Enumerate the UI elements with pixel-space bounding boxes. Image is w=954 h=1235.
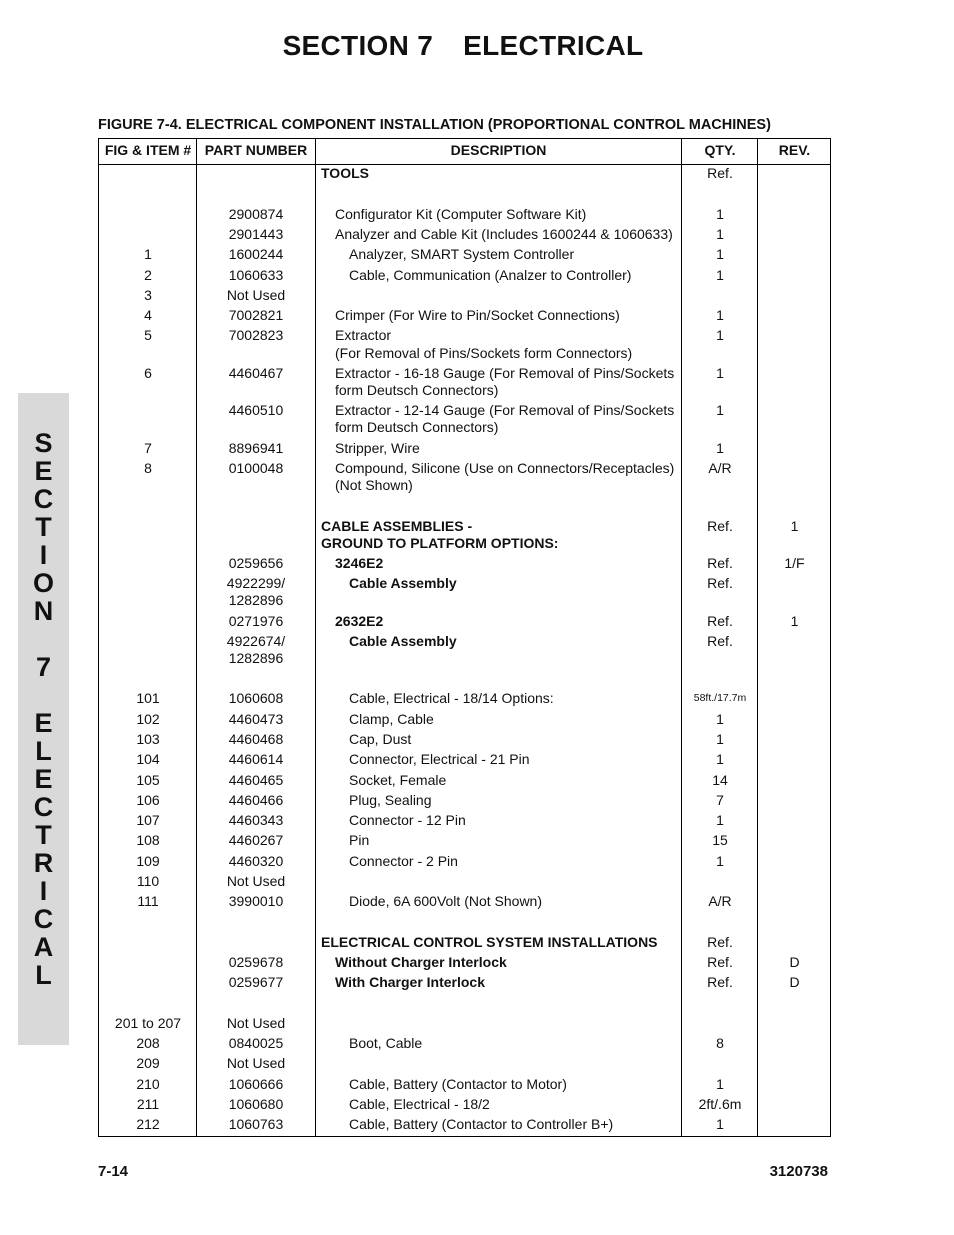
- qty-cell: 1: [716, 1116, 724, 1132]
- part-number-cell: 1060680: [228, 1096, 284, 1112]
- part-number-cell: 0100048: [228, 460, 284, 476]
- qty-cell: 7: [716, 792, 724, 808]
- description-cell: Analyzer, SMART System Controller: [349, 246, 575, 262]
- side-tab-letter: C: [33, 904, 54, 934]
- fig-cell: 209: [136, 1055, 160, 1071]
- fig-cell: 1: [144, 246, 152, 262]
- description-cell: Cap, Dust: [349, 731, 412, 747]
- qty-cell: Ref.: [707, 934, 733, 950]
- col-header-qty: QTY.: [704, 142, 736, 158]
- side-tab-letter: I: [39, 540, 48, 570]
- qty-cell: 15: [712, 832, 728, 848]
- fig-cell: 6: [144, 365, 152, 381]
- description-cell: Analyzer and Cable Kit (Includes 1600244 & 1060633): [335, 226, 673, 242]
- fig-cell: 107: [136, 812, 160, 828]
- part-number-cell: 0259678: [228, 954, 284, 970]
- description-cell: Pin: [349, 832, 370, 848]
- qty-cell: 1: [716, 853, 724, 869]
- col-header-rev: REV.: [778, 142, 811, 158]
- col-header-part-number: PART NUMBER: [204, 142, 308, 158]
- description-cell: TOOLS: [321, 165, 369, 181]
- qty-cell: 1: [716, 731, 724, 747]
- part-number-cell: 4460320: [228, 853, 284, 869]
- fig-cell: 109: [136, 853, 160, 869]
- part-number-cell: 0840025: [228, 1035, 284, 1051]
- description-cell: Plug, Sealing: [349, 792, 432, 808]
- fig-cell: 101: [136, 690, 160, 706]
- description-cell: Crimper (For Wire to Pin/Socket Connections): [335, 307, 620, 323]
- part-number-cell: 4460465: [228, 772, 284, 788]
- description-cell: GROUND TO PLATFORM OPTIONS:: [321, 535, 559, 551]
- fig-cell: 5: [144, 327, 152, 343]
- part-number-cell: 4460467: [228, 365, 284, 381]
- side-tab-letter: C: [33, 792, 54, 822]
- side-tab-letter: 7: [35, 652, 52, 682]
- part-number-cell: 4460466: [228, 792, 284, 808]
- description-cell: Diode, 6A 600Volt (Not Shown): [349, 893, 543, 909]
- description-cell: Cable Assembly: [349, 633, 457, 649]
- description-cell: Without Charger Interlock: [335, 954, 507, 970]
- side-tab-letter: N: [33, 596, 54, 626]
- qty-cell: Ref.: [707, 165, 733, 181]
- rev-cell: D: [789, 974, 800, 990]
- part-number-cell: 4922674/: [226, 633, 286, 649]
- fig-cell: 111: [137, 893, 159, 909]
- fig-cell: 105: [136, 772, 160, 788]
- part-number-cell: 4460468: [228, 731, 284, 747]
- description-cell: Stripper, Wire: [335, 440, 420, 456]
- description-cell: Extractor - 16-18 Gauge (For Removal of Pins/Sockets: [335, 365, 675, 381]
- side-tab-letter: A: [33, 932, 54, 962]
- description-cell: form Deutsch Connectors): [335, 382, 499, 398]
- description-cell: Boot, Cable: [349, 1035, 423, 1051]
- part-number-cell: 0271976: [228, 613, 284, 629]
- qty-cell: A/R: [708, 460, 732, 476]
- part-number-cell: Not Used: [226, 1015, 286, 1031]
- description-cell: Cable, Electrical - 18/2: [349, 1096, 490, 1112]
- fig-cell: 211: [136, 1096, 160, 1112]
- part-number-cell: 1060633: [228, 267, 284, 283]
- part-number-cell: Not Used: [226, 287, 286, 303]
- qty-cell: 1: [716, 327, 724, 343]
- description-cell: 2632E2: [335, 613, 384, 629]
- description-cell: Clamp, Cable: [349, 711, 434, 727]
- fig-cell: 210: [136, 1076, 160, 1092]
- description-cell: Compound, Silicone (Use on Connectors/Receptacles): [335, 460, 675, 476]
- part-number-cell: 1060666: [228, 1076, 284, 1092]
- qty-cell: Ref.: [707, 974, 733, 990]
- description-cell: With Charger Interlock: [335, 974, 486, 990]
- qty-cell: 1: [716, 307, 724, 323]
- description-cell: Extractor - 12-14 Gauge (For Removal of Pins/Sockets: [335, 402, 675, 418]
- column-divider: [315, 139, 316, 1136]
- description-cell: Connector - 2 Pin: [349, 853, 458, 869]
- rev-cell: 1: [790, 518, 799, 534]
- section-side-tab: [18, 393, 69, 1045]
- part-number-cell: 2901443: [228, 226, 284, 242]
- side-tab-letter: C: [33, 484, 54, 514]
- side-tab-letter: E: [34, 708, 53, 738]
- fig-cell: 201 to 207: [114, 1015, 182, 1031]
- fig-cell: 106: [136, 792, 160, 808]
- fig-cell: 103: [136, 731, 160, 747]
- fig-cell: 212: [136, 1116, 160, 1132]
- fig-cell: 3: [144, 287, 152, 303]
- description-cell: Extractor: [335, 327, 392, 343]
- part-number-cell: 1600244: [228, 246, 284, 262]
- description-cell: Cable Assembly: [349, 575, 457, 591]
- qty-cell: 1: [716, 402, 724, 418]
- qty-cell: 14: [712, 772, 728, 788]
- part-number-cell: Not Used: [226, 1055, 286, 1071]
- description-cell: Cable, Electrical - 18/14 Options:: [349, 690, 554, 706]
- description-cell: Configurator Kit (Computer Software Kit): [335, 206, 587, 222]
- part-number-cell: 3990010: [228, 893, 284, 909]
- description-cell: (Not Shown): [335, 477, 413, 493]
- part-number-cell: 8896941: [228, 440, 284, 456]
- section-title: [0, 30, 926, 62]
- qty-cell: 1: [716, 812, 724, 828]
- fig-cell: 7: [144, 440, 152, 456]
- part-number-cell: Not Used: [226, 873, 286, 889]
- page-number: 7-14: [98, 1163, 129, 1180]
- document-number: 3120738: [769, 1163, 828, 1180]
- description-cell: Connector, Electrical - 21 Pin: [349, 751, 530, 767]
- part-number-cell: 1060608: [228, 690, 284, 706]
- section-label: SECTION 7: [282, 30, 434, 61]
- qty-cell: Ref.: [707, 518, 733, 534]
- qty-cell: Ref.: [707, 555, 733, 571]
- fig-cell: 208: [136, 1035, 160, 1051]
- side-tab-letter: R: [33, 848, 54, 878]
- description-cell: (For Removal of Pins/Sockets form Connectors): [335, 345, 633, 361]
- part-number-cell: 7002821: [228, 307, 284, 323]
- description-cell: Connector - 12 Pin: [349, 812, 466, 828]
- qty-cell: Ref.: [707, 954, 733, 970]
- description-cell: CABLE ASSEMBLIES -: [321, 518, 473, 534]
- part-number-cell: 4460473: [228, 711, 284, 727]
- qty-cell: 1: [716, 440, 724, 456]
- part-number-cell: 7002823: [228, 327, 284, 343]
- rev-cell: 1/F: [784, 555, 805, 571]
- col-header-fig: FIG & ITEM #: [104, 142, 192, 158]
- qty-cell: 2ft/.6m: [698, 1096, 742, 1112]
- part-number-cell: 4460510: [228, 402, 284, 418]
- side-tab-letter: S: [34, 428, 53, 458]
- description-cell: 3246E2: [335, 555, 384, 571]
- description-cell: ELECTRICAL CONTROL SYSTEM INSTALLATIONS: [321, 934, 658, 950]
- qty-cell: 1: [716, 206, 724, 222]
- description-cell: Cable, Battery (Contactor to Controller B+): [349, 1116, 614, 1132]
- col-header-description: DESCRIPTION: [450, 142, 547, 158]
- part-number-cell: 1282896: [228, 650, 284, 666]
- qty-cell: 1: [716, 246, 724, 262]
- qty-cell: 1: [716, 226, 724, 242]
- part-number-cell: 4460614: [228, 751, 284, 767]
- part-number-cell: 4460267: [228, 832, 284, 848]
- fig-cell: 108: [136, 832, 160, 848]
- qty-cell: A/R: [708, 893, 732, 909]
- side-tab-letter: I: [39, 876, 48, 906]
- side-tab-letter: T: [35, 820, 52, 850]
- description-cell: form Deutsch Connectors): [335, 419, 499, 435]
- rev-cell: 1: [790, 613, 799, 629]
- side-tab-letter: E: [34, 456, 53, 486]
- qty-cell: Ref.: [707, 613, 733, 629]
- fig-cell: 104: [136, 751, 160, 767]
- fig-cell: 2: [144, 267, 152, 283]
- side-tab-letter: T: [35, 512, 52, 542]
- description-cell: Cable, Battery (Contactor to Motor): [349, 1076, 567, 1092]
- section-name: ELECTRICAL: [463, 30, 644, 61]
- part-number-cell: 2900874: [228, 206, 284, 222]
- fig-cell: 8: [144, 460, 152, 476]
- qty-cell: 8: [716, 1035, 724, 1051]
- part-number-cell: 1282896: [228, 592, 284, 608]
- side-tab-letter: L: [35, 736, 52, 766]
- qty-cell: 1: [716, 751, 724, 767]
- qty-cell: 1: [716, 1076, 724, 1092]
- part-number-cell: 0259656: [228, 555, 284, 571]
- parts-table: [98, 138, 831, 1137]
- figure-title: FIGURE 7-4. ELECTRICAL COMPONENT INSTALLATION (PROPORTIONAL CONTROL MACHINES): [98, 117, 771, 133]
- qty-cell: 1: [716, 711, 724, 727]
- qty-cell: Ref.: [707, 575, 733, 591]
- fig-cell: 110: [136, 873, 160, 889]
- description-cell: Socket, Female: [349, 772, 447, 788]
- qty-cell: 1: [716, 267, 724, 283]
- side-tab-letter: O: [32, 568, 54, 598]
- fig-cell: 102: [136, 711, 160, 727]
- side-tab-letter: L: [35, 960, 52, 990]
- part-number-cell: 4460343: [228, 812, 284, 828]
- qty-cell: 1: [716, 365, 724, 381]
- part-number-cell: 0259677: [228, 974, 284, 990]
- rev-cell: D: [789, 954, 800, 970]
- part-number-cell: 4922299/: [226, 575, 286, 591]
- part-number-cell: 1060763: [228, 1116, 284, 1132]
- qty-cell: 58ft./17.7m: [693, 692, 747, 704]
- side-tab-letter: E: [34, 764, 53, 794]
- qty-cell: Ref.: [707, 633, 733, 649]
- description-cell: Cable, Communication (Analzer to Controller): [349, 267, 632, 283]
- fig-cell: 4: [144, 307, 152, 323]
